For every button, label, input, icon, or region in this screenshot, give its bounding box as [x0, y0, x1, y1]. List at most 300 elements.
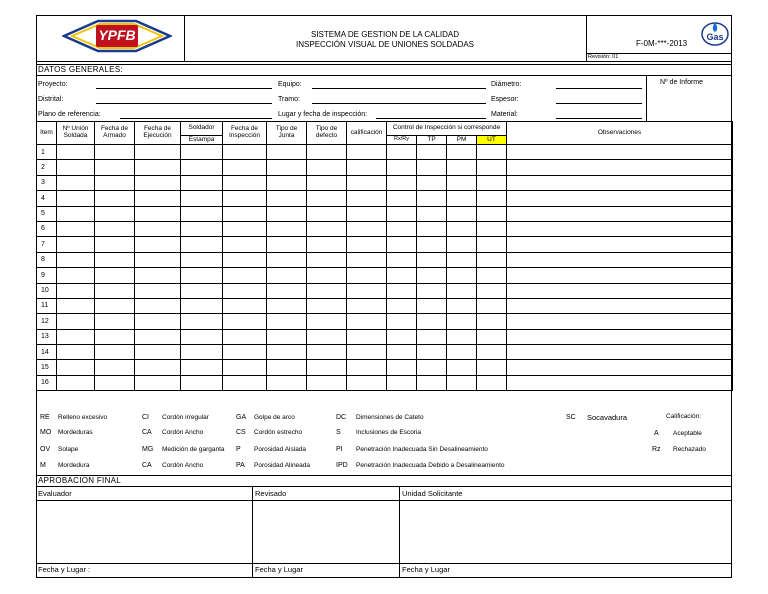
- table-row: [37, 298, 733, 313]
- label-lugar-fecha: Lugar y fecha de inspección:: [278, 111, 368, 118]
- table-cell[interactable]: [135, 360, 181, 375]
- table-cell[interactable]: [477, 252, 507, 267]
- table-cell[interactable]: [417, 206, 447, 221]
- table-cell[interactable]: [507, 329, 733, 344]
- table-cell[interactable]: [347, 360, 387, 375]
- legend-text: Cordón Ancho: [162, 429, 204, 436]
- table-cell[interactable]: [181, 375, 223, 390]
- table-cell[interactable]: [507, 345, 733, 360]
- table-cell[interactable]: [57, 237, 95, 252]
- table-cell[interactable]: [135, 175, 181, 190]
- table-cell[interactable]: [507, 191, 733, 206]
- table-cell[interactable]: [347, 237, 387, 252]
- table-cell[interactable]: [57, 145, 95, 160]
- table-cell[interactable]: [223, 283, 267, 298]
- legend-code: S: [336, 429, 341, 436]
- table-cell[interactable]: [387, 160, 417, 175]
- table-cell[interactable]: [447, 160, 477, 175]
- calif-a-text: Aceptable: [673, 430, 702, 437]
- field-espesor[interactable]: [556, 103, 642, 104]
- table-cell[interactable]: [477, 206, 507, 221]
- table-cell[interactable]: [267, 360, 307, 375]
- table-cell[interactable]: [387, 360, 417, 375]
- table-cell[interactable]: [477, 329, 507, 344]
- table-cell[interactable]: [223, 252, 267, 267]
- table-cell[interactable]: [135, 145, 181, 160]
- table-cell[interactable]: [447, 283, 477, 298]
- table-cell[interactable]: [477, 175, 507, 190]
- table-row: [37, 252, 733, 267]
- table-cell[interactable]: [307, 237, 347, 252]
- col-rx: Rx/Ry: [387, 136, 417, 145]
- table-cell[interactable]: [447, 191, 477, 206]
- legend-text: Mordeduras: [58, 429, 93, 436]
- table-cell[interactable]: [417, 283, 447, 298]
- table-cell[interactable]: [267, 175, 307, 190]
- table-cell[interactable]: [307, 145, 347, 160]
- legend-text: Porosidad Aislada: [254, 446, 307, 453]
- table-cell[interactable]: [507, 375, 733, 390]
- table-cell[interactable]: [507, 145, 733, 160]
- label-informe: Nº de Informe: [660, 79, 704, 86]
- table-cell[interactable]: [477, 283, 507, 298]
- table-cell[interactable]: [477, 237, 507, 252]
- table-cell[interactable]: [507, 360, 733, 375]
- calif-rz-code: Rz: [652, 446, 661, 453]
- table-cell[interactable]: [95, 206, 135, 221]
- section-title-general: DATOS GENERALES:: [38, 65, 123, 74]
- table-cell[interactable]: [387, 206, 417, 221]
- table-row: [37, 237, 733, 252]
- row-number: 8: [37, 252, 57, 267]
- label-equipo: Equipo:: [278, 81, 302, 88]
- table-cell[interactable]: [181, 314, 223, 329]
- table-cell[interactable]: [477, 145, 507, 160]
- table-row: [37, 329, 733, 344]
- col-ut: UT: [477, 136, 507, 145]
- table-cell[interactable]: [387, 175, 417, 190]
- table-cell[interactable]: [267, 145, 307, 160]
- table-cell[interactable]: [347, 160, 387, 175]
- table-cell[interactable]: [267, 298, 307, 313]
- table-cell[interactable]: [135, 268, 181, 283]
- table-cell[interactable]: [347, 175, 387, 190]
- table-cell[interactable]: [95, 314, 135, 329]
- label-diametro: Diámetro:: [491, 81, 522, 88]
- table-row: [37, 175, 733, 190]
- table-cell[interactable]: [417, 375, 447, 390]
- label-evaluador: Evaluador: [38, 489, 72, 498]
- table-cell[interactable]: [387, 329, 417, 344]
- table-cell[interactable]: [223, 191, 267, 206]
- form-code: F-0M-***-2013: [636, 39, 688, 48]
- table-cell[interactable]: [477, 314, 507, 329]
- row-number: 16: [37, 375, 57, 390]
- table-cell[interactable]: [95, 345, 135, 360]
- table-row: [37, 160, 733, 175]
- signature-revisado[interactable]: [253, 501, 398, 563]
- table-cell[interactable]: [267, 206, 307, 221]
- table-cell[interactable]: [95, 252, 135, 267]
- legend-text: Porosidad Alineada: [254, 462, 311, 469]
- table-cell[interactable]: [267, 252, 307, 267]
- field-diametro[interactable]: [556, 88, 642, 89]
- table-cell[interactable]: [447, 360, 477, 375]
- table-row: [37, 191, 733, 206]
- table-cell[interactable]: [417, 221, 447, 236]
- table-cell[interactable]: [267, 329, 307, 344]
- legend-text: Inclusiones de Escoria: [356, 429, 422, 436]
- calif-rz-text: Rechazado: [673, 446, 706, 453]
- table-cell[interactable]: [57, 206, 95, 221]
- table-cell[interactable]: [507, 237, 733, 252]
- table-cell[interactable]: [307, 375, 347, 390]
- table-cell[interactable]: [387, 268, 417, 283]
- table-cell[interactable]: [507, 298, 733, 313]
- table-cell[interactable]: [447, 345, 477, 360]
- table-cell[interactable]: [135, 191, 181, 206]
- table-cell[interactable]: [347, 283, 387, 298]
- table-cell[interactable]: [267, 160, 307, 175]
- table-cell[interactable]: [447, 329, 477, 344]
- table-cell[interactable]: [135, 329, 181, 344]
- table-cell[interactable]: [135, 314, 181, 329]
- legend-code: CS: [236, 429, 246, 436]
- approval-title: APROBACION FINAL: [38, 476, 122, 485]
- table-cell[interactable]: [447, 237, 477, 252]
- table-cell[interactable]: [347, 314, 387, 329]
- table-cell[interactable]: [95, 191, 135, 206]
- table-cell[interactable]: [447, 221, 477, 236]
- table-cell[interactable]: [267, 283, 307, 298]
- table-cell[interactable]: [387, 252, 417, 267]
- table-cell[interactable]: [223, 298, 267, 313]
- table-cell[interactable]: [135, 375, 181, 390]
- table-cell[interactable]: [417, 268, 447, 283]
- table-cell[interactable]: [347, 221, 387, 236]
- label-unidad: Unidad Solicitante: [402, 489, 463, 498]
- table-cell[interactable]: [387, 145, 417, 160]
- ypfb-logo: [62, 19, 172, 53]
- legend-text: Cordón irregular: [162, 414, 209, 421]
- field-distrital[interactable]: [96, 103, 272, 104]
- gas-logo: [700, 19, 730, 47]
- table-cell[interactable]: [387, 237, 417, 252]
- table-cell[interactable]: [507, 314, 733, 329]
- table-cell[interactable]: [181, 298, 223, 313]
- table-cell[interactable]: [95, 283, 135, 298]
- table-cell[interactable]: [307, 283, 347, 298]
- legend-code: MG: [142, 446, 154, 453]
- table-cell[interactable]: [307, 160, 347, 175]
- table-cell[interactable]: [223, 145, 267, 160]
- legend-code: GA: [236, 414, 247, 421]
- table-cell[interactable]: [417, 237, 447, 252]
- label-proyecto: Proyecto:: [38, 81, 68, 88]
- table-cell[interactable]: [507, 221, 733, 236]
- table-cell[interactable]: [181, 252, 223, 267]
- table-cell[interactable]: [223, 360, 267, 375]
- table-cell[interactable]: [507, 252, 733, 267]
- table-cell[interactable]: [507, 160, 733, 175]
- table-cell[interactable]: [181, 191, 223, 206]
- row-number: 4: [37, 191, 57, 206]
- table-cell[interactable]: [57, 329, 95, 344]
- table-cell[interactable]: [347, 145, 387, 160]
- table-cell[interactable]: [95, 329, 135, 344]
- table-cell[interactable]: [267, 314, 307, 329]
- table-cell[interactable]: [223, 237, 267, 252]
- table-cell[interactable]: [267, 191, 307, 206]
- legend-text: Penetración Inadecuada Sin Desalineamiento: [356, 446, 488, 453]
- calif-a-code: A: [654, 430, 659, 437]
- table-cell[interactable]: [57, 268, 95, 283]
- table-cell[interactable]: [223, 160, 267, 175]
- col-ejecucion: Fecha de Ejecución: [135, 122, 181, 145]
- table-cell[interactable]: [447, 252, 477, 267]
- legend-sc-text: Socavadura: [587, 413, 628, 422]
- table-cell[interactable]: [181, 360, 223, 375]
- table-cell[interactable]: [135, 221, 181, 236]
- table-cell[interactable]: [447, 175, 477, 190]
- table-cell[interactable]: [307, 298, 347, 313]
- table-cell[interactable]: [95, 375, 135, 390]
- table-cell[interactable]: [447, 145, 477, 160]
- legend-code: MO: [40, 429, 52, 436]
- table-cell[interactable]: [57, 221, 95, 236]
- table-cell[interactable]: [57, 191, 95, 206]
- table-cell[interactable]: [135, 298, 181, 313]
- field-equipo[interactable]: [312, 88, 486, 89]
- table-cell[interactable]: [307, 345, 347, 360]
- table-cell[interactable]: [57, 375, 95, 390]
- table-cell[interactable]: [507, 175, 733, 190]
- table-row: [37, 145, 733, 160]
- signature-evaluador[interactable]: [37, 501, 251, 563]
- table-cell[interactable]: [95, 175, 135, 190]
- table-cell[interactable]: [307, 314, 347, 329]
- table-cell[interactable]: [57, 298, 95, 313]
- table-cell[interactable]: [95, 298, 135, 313]
- table-cell[interactable]: [477, 268, 507, 283]
- table-cell[interactable]: [135, 252, 181, 267]
- legend-text: Cordón Ancho: [162, 462, 204, 469]
- label-material: Material:: [491, 111, 518, 118]
- table-cell[interactable]: [267, 221, 307, 236]
- table-cell[interactable]: [507, 206, 733, 221]
- table-cell[interactable]: [307, 206, 347, 221]
- table-cell[interactable]: [181, 221, 223, 236]
- row-number: 5: [37, 206, 57, 221]
- table-cell[interactable]: [135, 345, 181, 360]
- table-cell[interactable]: [417, 360, 447, 375]
- table-cell[interactable]: [57, 160, 95, 175]
- table-cell[interactable]: [387, 298, 417, 313]
- table-cell[interactable]: [387, 314, 417, 329]
- col-calificacion: calificación: [347, 122, 387, 145]
- col-defecto: Tipo de defecto: [307, 122, 347, 145]
- table-cell[interactable]: [447, 206, 477, 221]
- table-cell[interactable]: [347, 191, 387, 206]
- table-cell[interactable]: [447, 298, 477, 313]
- table-cell[interactable]: [95, 360, 135, 375]
- table-cell[interactable]: [181, 237, 223, 252]
- table-cell[interactable]: [57, 175, 95, 190]
- table-cell[interactable]: [181, 145, 223, 160]
- table-cell[interactable]: [477, 160, 507, 175]
- table-cell[interactable]: [57, 345, 95, 360]
- label-tramo: Tramo:: [278, 96, 300, 103]
- table-cell[interactable]: [347, 345, 387, 360]
- table-cell[interactable]: [57, 252, 95, 267]
- col-pm: PM: [447, 136, 477, 145]
- table-row: [37, 206, 733, 221]
- table-cell[interactable]: [267, 375, 307, 390]
- signature-unidad[interactable]: [400, 501, 731, 563]
- table-cell[interactable]: [307, 191, 347, 206]
- table-cell[interactable]: [477, 298, 507, 313]
- table-cell[interactable]: [347, 268, 387, 283]
- table-cell[interactable]: [95, 160, 135, 175]
- table-cell[interactable]: [135, 160, 181, 175]
- field-tramo[interactable]: [312, 103, 486, 104]
- table-cell[interactable]: [447, 268, 477, 283]
- table-cell[interactable]: [477, 375, 507, 390]
- col-observaciones: Observaciones: [507, 122, 733, 145]
- table-cell[interactable]: [95, 268, 135, 283]
- revision: Revisión: 01: [588, 54, 619, 60]
- table-cell[interactable]: [307, 175, 347, 190]
- table-cell[interactable]: [267, 268, 307, 283]
- table-row: [37, 283, 733, 298]
- legend-code: M: [40, 462, 46, 469]
- table-cell[interactable]: [507, 283, 733, 298]
- table-cell[interactable]: [95, 221, 135, 236]
- table-cell[interactable]: [181, 175, 223, 190]
- table-cell[interactable]: [267, 345, 307, 360]
- col-armado: Fecha de Armado: [95, 122, 135, 145]
- legend-code: PA: [236, 462, 245, 469]
- table-cell[interactable]: [417, 191, 447, 206]
- table-cell[interactable]: [387, 191, 417, 206]
- table-cell[interactable]: [347, 329, 387, 344]
- table-cell[interactable]: [95, 237, 135, 252]
- table-cell[interactable]: [387, 345, 417, 360]
- table-cell[interactable]: [417, 145, 447, 160]
- table-cell[interactable]: [223, 206, 267, 221]
- table-cell[interactable]: [307, 360, 347, 375]
- table-cell[interactable]: [387, 283, 417, 298]
- table-cell[interactable]: [417, 345, 447, 360]
- table-cell[interactable]: [447, 375, 477, 390]
- table-cell[interactable]: [447, 314, 477, 329]
- table-cell[interactable]: [347, 206, 387, 221]
- table-cell[interactable]: [477, 345, 507, 360]
- table-cell[interactable]: [347, 375, 387, 390]
- table-cell[interactable]: [223, 175, 267, 190]
- table-cell[interactable]: [223, 329, 267, 344]
- label-fecha-revisado: Fecha y Lugar: [255, 565, 303, 574]
- legend-text: Relleno excesivo: [58, 414, 108, 421]
- table-cell[interactable]: [181, 283, 223, 298]
- table-cell[interactable]: [417, 160, 447, 175]
- row-number: 10: [37, 283, 57, 298]
- table-cell[interactable]: [223, 345, 267, 360]
- table-cell[interactable]: [477, 221, 507, 236]
- label-plano: Plano de referencia:: [38, 111, 101, 118]
- table-cell[interactable]: [181, 160, 223, 175]
- legend-code: DC: [336, 414, 347, 421]
- legend-code: CI: [142, 414, 149, 421]
- table-row: [37, 345, 733, 360]
- table-cell[interactable]: [223, 314, 267, 329]
- table-cell[interactable]: [307, 221, 347, 236]
- label-fecha-evaluador: Fecha y Lugar :: [38, 565, 91, 574]
- legend-code: IPD: [336, 462, 348, 469]
- form-title: SISTEMA DE GESTION DE LA CALIDAD: [310, 30, 460, 39]
- table-cell[interactable]: [181, 206, 223, 221]
- table-cell[interactable]: [417, 329, 447, 344]
- table-row: [37, 268, 733, 283]
- table-cell[interactable]: [307, 268, 347, 283]
- table-cell[interactable]: [181, 268, 223, 283]
- legend-code: CA: [142, 429, 152, 436]
- table-cell[interactable]: [477, 360, 507, 375]
- field-material[interactable]: [556, 118, 642, 119]
- calif-title: Calificación:: [666, 413, 702, 420]
- table-cell[interactable]: [223, 221, 267, 236]
- table-cell[interactable]: [135, 237, 181, 252]
- table-cell[interactable]: [347, 252, 387, 267]
- legend-text: Medición de garganta: [162, 446, 225, 453]
- table-cell[interactable]: [267, 237, 307, 252]
- table-cell[interactable]: [387, 375, 417, 390]
- field-proyecto[interactable]: [96, 88, 272, 89]
- field-plano[interactable]: [120, 118, 272, 119]
- inspection-table: [36, 121, 733, 391]
- table-cell[interactable]: [223, 375, 267, 390]
- row-number: 15: [37, 360, 57, 375]
- col-junta: Tipo de Junta: [267, 122, 307, 145]
- table-cell[interactable]: [135, 283, 181, 298]
- table-cell[interactable]: [417, 298, 447, 313]
- table-cell[interactable]: [307, 252, 347, 267]
- table-cell[interactable]: [477, 191, 507, 206]
- table-cell[interactable]: [417, 175, 447, 190]
- table-cell[interactable]: [387, 221, 417, 236]
- legend-text: Mordedura: [58, 462, 90, 469]
- table-cell[interactable]: [57, 314, 95, 329]
- table-cell[interactable]: [181, 345, 223, 360]
- table-cell[interactable]: [223, 268, 267, 283]
- table-body: [37, 145, 733, 391]
- field-lugar-fecha[interactable]: [376, 118, 486, 119]
- legend-text: Solape: [58, 446, 79, 453]
- table-cell[interactable]: [347, 298, 387, 313]
- table-cell[interactable]: [417, 314, 447, 329]
- table-cell[interactable]: [135, 206, 181, 221]
- table-cell[interactable]: [181, 329, 223, 344]
- table-cell[interactable]: [57, 283, 95, 298]
- table-cell[interactable]: [307, 329, 347, 344]
- table-cell[interactable]: [95, 145, 135, 160]
- table-cell[interactable]: [57, 360, 95, 375]
- row-number: 1: [37, 145, 57, 160]
- table-cell[interactable]: [417, 252, 447, 267]
- label-distrital: Distrital:: [38, 96, 64, 103]
- label-fecha-unidad: Fecha y Lugar: [402, 565, 450, 574]
- table-cell[interactable]: [507, 268, 733, 283]
